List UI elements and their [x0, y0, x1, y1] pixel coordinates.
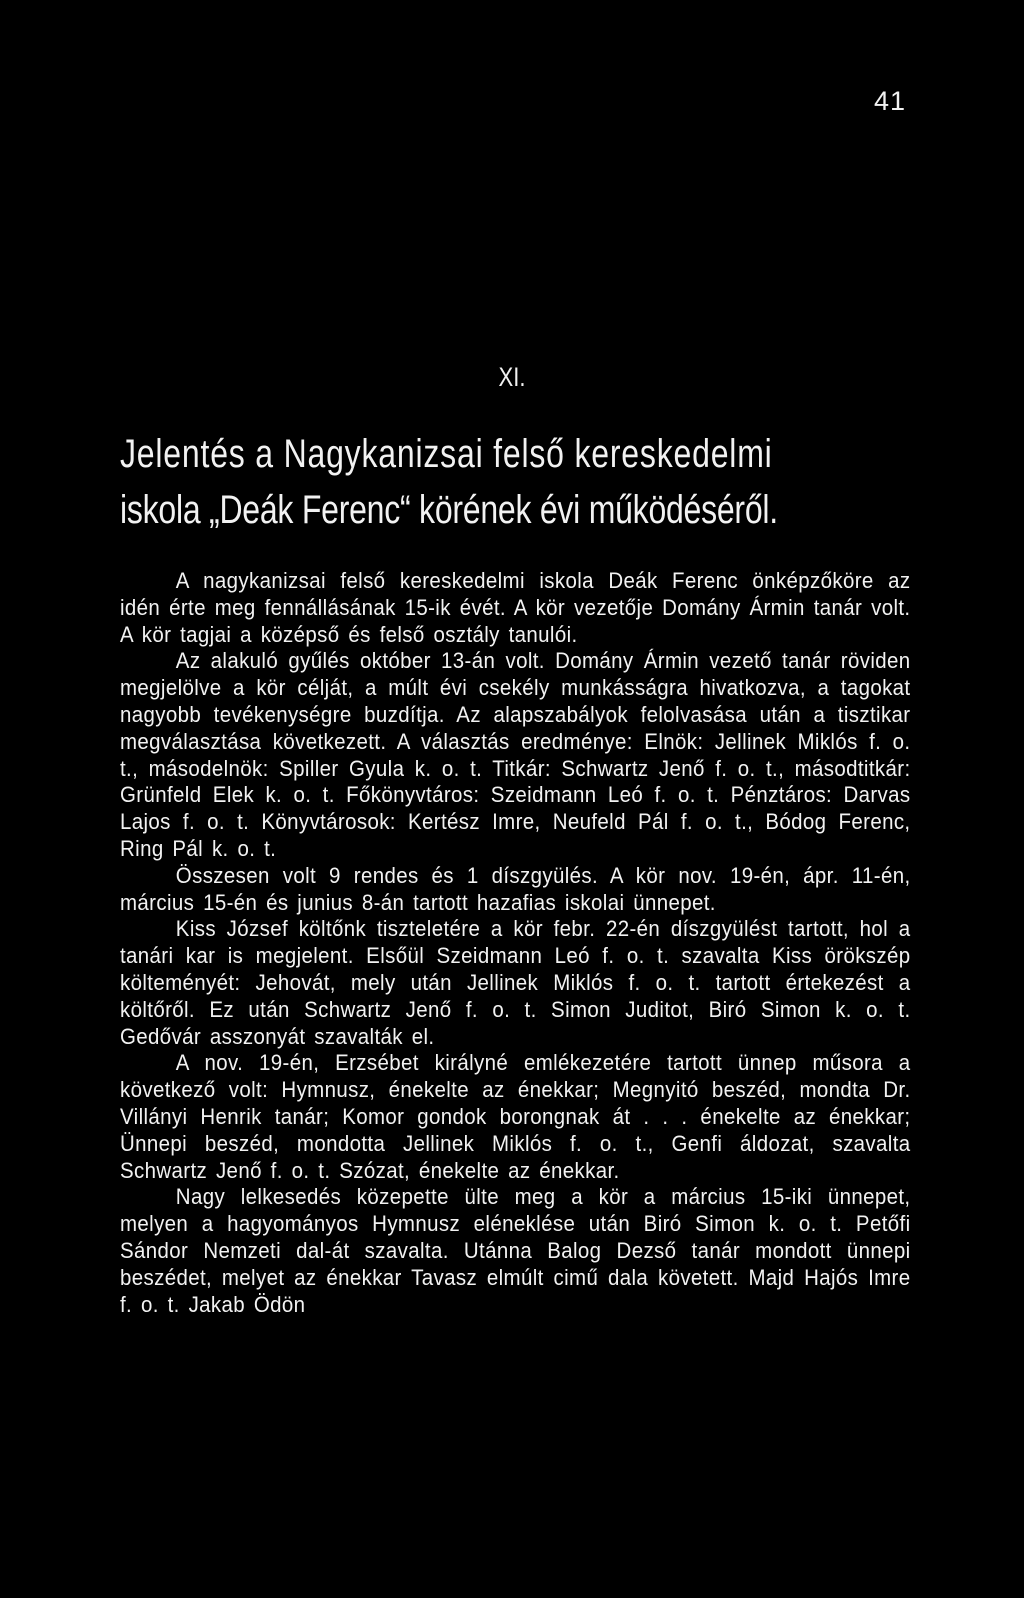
- paragraph-meetings-summary: Összesen volt 9 rendes és 1 díszgyülés. A kör nov. 19-én, ápr. 11-én, március 15-én és junius 8-án tartott hazafias iskolai ünnepet.: [120, 862, 911, 915]
- chapter-number: XI.: [498, 362, 526, 392]
- paragraph-inaugural-meeting: Az alakuló gyűlés október 13-án volt. Domány Ármin vezető tanár röviden megjelölve a kör célját, a múlt évi csekély munkásságra hivatkozva, a tagokat nagyobb tevékenységre buzdítja. Az alapszabályok felolvasása után a tisztikar megválasztása következett. A választás eredménye: Elnök: Jellinek Miklós f. o. t., másodelnök: Spiller Gyula k. o. t. Titkár: Schwartz Jenő f. o. t., másodtitkár: Grünfeld Elek k. o. t. Főkönyvtáros: Szeidmann Leó f. o. t. Pénztáros: Darvas Lajos f. o. t. Könyvtárosok: Kertész Imre, Neufeld Pál f. o. t., Bódog Ferenc, Ring Pál k. o. t.: [120, 648, 911, 861]
- paragraph-march-15-celebration: Nagy lelkesedés közepette ülte meg a kör a március 15-iki ünnepet, melyen a hagyományos Hymnusz eléneklése után Biró Simon k. o. t. Petőfi Sándor Nemzeti dal-át szavalta. Utánna Balog Dezső tanár mondott ünnepi beszédet, melyet az énekkar Tavasz elmúlt cimű dala követett. Majd Hajós Imre f. o. t. Jakab Ödön: [120, 1184, 911, 1317]
- report-body: [120, 568, 910, 1318]
- paragraph-intro: A nagykanizsai felső kereskedelmi iskola Deák Ferenc önképzőköre az idén érte meg fennállásának 15-ik évét. A kör vezetője Domány Ármin tanár volt. A kör tagjai a középső és felső osztály tanulói.: [120, 568, 911, 647]
- chapter-title: [120, 426, 910, 538]
- chapter-title-line-2: iskola „Deák Ferenc“ körének évi működéséről.: [120, 488, 778, 532]
- paragraph-erzsebet-memorial: A nov. 19-én, Erzsébet királyné emlékezetére tartott ünnep műsora a következő volt: Hymnusz, énekelte az énekkar; Megnyitó beszéd, mondta Dr. Villányi Henrik tanár; Komor gondok borongnak át . . . énekelte az énekkar; Ünnepi beszéd, mondotta Jellinek Miklós f. o. t., Genfi áldozat, szavalta Schwartz Jenő f. o. t. Szózat, énekelte az énekkar.: [120, 1050, 911, 1183]
- page-number: 41: [873, 86, 906, 116]
- paragraph-kiss-jozsef-celebration: Kiss József költőnk tiszteletére a kör febr. 22-én díszgyülést tartott, hol a tanári kar is megjelent. Elsőül Szeidmann Leó f. o. t. szavalta Kiss örökszép költeményét: Jehovát, mely után Jellinek Miklós f. o. t. tartott értekezést a költőről. Ez után Schwartz Jenő f. o. t. Simon Juditot, Biró Simon k. o. t. Gedővár asszonyát szavalták el.: [120, 916, 911, 1049]
- chapter-title-line-1: Jelentés a Nagykanizsai felső kereskedelmi: [120, 432, 773, 476]
